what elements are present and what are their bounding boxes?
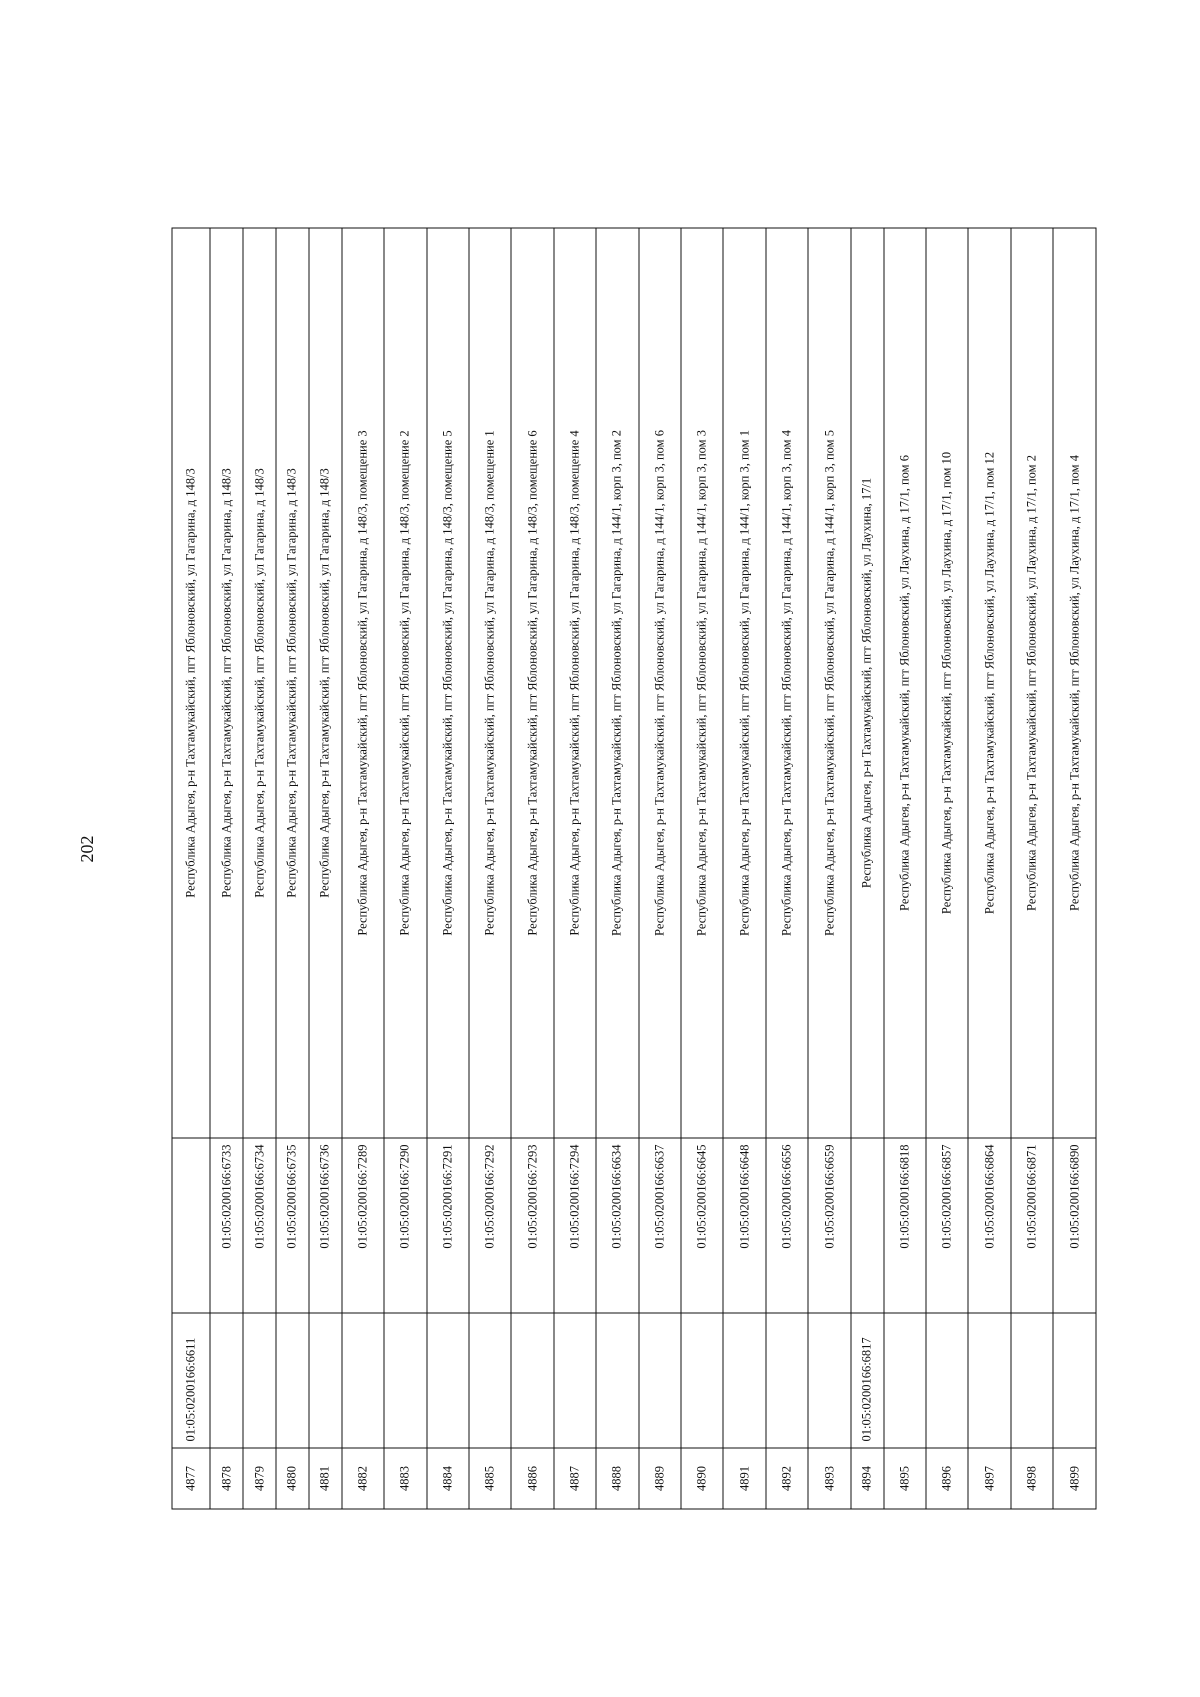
cadastral-number-cell: 01:05:0200166:6736 — [309, 1138, 342, 1313]
address-cell: Республика Адыгея, р-н Тахтамукайский, пгт Яблоновский, ул Гагарина, д 144/1, корп 3, пом 6 — [639, 228, 681, 1138]
address-cell: Республика Адыгея, р-н Тахтамукайский, пгт Яблоновский, ул Лаухина, д 17/1, пом 10 — [926, 228, 968, 1138]
page-number: 202 — [77, 835, 97, 863]
parent-cadastral-number-cell — [427, 1313, 469, 1448]
row-number-cell: 4887 — [554, 1448, 596, 1509]
parent-cadastral-number-cell — [243, 1313, 276, 1448]
address-cell: Республика Адыгея, р-н Тахтамукайский, пгт Яблоновский, ул Гагарина, д 148/3, помещение 4 — [554, 228, 596, 1138]
address-cell: Республика Адыгея, р-н Тахтамукайский, пгт Яблоновский, ул Лаухина, д 17/1, пом 2 — [1011, 228, 1053, 1138]
table-row — [342, 228, 384, 1509]
parent-cadastral-number-cell: 01:05:0200166:6817 — [851, 1313, 884, 1448]
address-cell: Республика Адыгея, р-н Тахтамукайский, пгт Яблоновский, ул Гагарина, д 148/3 — [309, 228, 342, 1138]
address-cell: Республика Адыгея, р-н Тахтамукайский, пгт Яблоновский, ул Лаухина, д 17/1, пом 12 — [968, 228, 1010, 1138]
table-row — [243, 228, 276, 1509]
address-cell: Республика Адыгея, р-н Тахтамукайский, пгт Яблоновский, ул Гагарина, д 148/3 — [276, 228, 309, 1138]
parent-cadastral-number-cell: 01:05:0200166:6611 — [172, 1313, 210, 1448]
address-cell: Республика Адыгея, р-н Тахтамукайский, пгт Яблоновский, ул Лаухина, д 17/1, пом 6 — [884, 228, 926, 1138]
parent-cadastral-number-cell — [384, 1313, 426, 1448]
cadastral-number-cell: 01:05:0200166:7292 — [469, 1138, 511, 1313]
table-row — [511, 228, 553, 1509]
cadastral-number-cell: 01:05:0200166:6637 — [639, 1138, 681, 1313]
table-row — [926, 228, 968, 1509]
registry-table-container — [172, 228, 1097, 1510]
table-row — [309, 228, 342, 1509]
registry-table — [172, 228, 1097, 1510]
parent-cadastral-number-cell — [766, 1313, 808, 1448]
address-cell: Республика Адыгея, р-н Тахтамукайский, пгт Яблоновский, ул Гагарина, д 148/3, помещение 2 — [384, 228, 426, 1138]
parent-cadastral-number-cell — [469, 1313, 511, 1448]
table-row — [427, 228, 469, 1509]
parent-cadastral-number-cell — [926, 1313, 968, 1448]
row-number-cell: 4881 — [309, 1448, 342, 1509]
row-number-cell: 4894 — [851, 1448, 884, 1509]
row-number-cell: 4890 — [681, 1448, 723, 1509]
table-row — [766, 228, 808, 1509]
parent-cadastral-number-cell — [1053, 1313, 1096, 1448]
table-row — [851, 228, 884, 1509]
address-cell: Республика Адыгея, р-н Тахтамукайский, пгт Яблоновский, ул Лаухина, 17/1 — [851, 228, 884, 1138]
table-row — [276, 228, 309, 1509]
cadastral-number-cell: 01:05:0200166:6818 — [884, 1138, 926, 1313]
row-number-cell: 4897 — [968, 1448, 1010, 1509]
address-cell: Республика Адыгея, р-н Тахтамукайский, пгт Яблоновский, ул Гагарина, д 148/3 — [172, 228, 210, 1138]
parent-cadastral-number-cell — [276, 1313, 309, 1448]
table-row — [1053, 228, 1096, 1509]
cadastral-number-cell: 01:05:0200166:6734 — [243, 1138, 276, 1313]
parent-cadastral-number-cell — [884, 1313, 926, 1448]
parent-cadastral-number-cell — [596, 1313, 638, 1448]
row-number-cell: 4895 — [884, 1448, 926, 1509]
address-cell: Республика Адыгея, р-н Тахтамукайский, пгт Яблоновский, ул Гагарина, д 148/3, помещение 6 — [511, 228, 553, 1138]
table-row — [596, 228, 638, 1509]
parent-cadastral-number-cell — [723, 1313, 765, 1448]
row-number-cell: 4878 — [210, 1448, 243, 1509]
parent-cadastral-number-cell — [210, 1313, 243, 1448]
row-number-cell: 4880 — [276, 1448, 309, 1509]
row-number-cell: 4882 — [342, 1448, 384, 1509]
address-cell: Республика Адыгея, р-н Тахтамукайский, пгт Яблоновский, ул Гагарина, д 148/3 — [243, 228, 276, 1138]
row-number-cell: 4884 — [427, 1448, 469, 1509]
row-number-cell: 4883 — [384, 1448, 426, 1509]
cadastral-number-cell: 01:05:0200166:6648 — [723, 1138, 765, 1313]
row-number-cell: 4889 — [639, 1448, 681, 1509]
cadastral-number-cell: 01:05:0200166:6656 — [766, 1138, 808, 1313]
table-row — [968, 228, 1010, 1509]
cadastral-number-cell: 01:05:0200166:7291 — [427, 1138, 469, 1313]
parent-cadastral-number-cell — [639, 1313, 681, 1448]
cadastral-number-cell — [851, 1138, 884, 1313]
cadastral-number-cell: 01:05:0200166:6634 — [596, 1138, 638, 1313]
cadastral-number-cell: 01:05:0200166:7289 — [342, 1138, 384, 1313]
row-number-cell: 4892 — [766, 1448, 808, 1509]
row-number-cell: 4888 — [596, 1448, 638, 1509]
table-row — [210, 228, 243, 1509]
table-row — [639, 228, 681, 1509]
parent-cadastral-number-cell — [1011, 1313, 1053, 1448]
table-row — [808, 228, 850, 1509]
address-cell: Республика Адыгея, р-н Тахтамукайский, пгт Яблоновский, ул Гагарина, д 148/3, помещение 3 — [342, 228, 384, 1138]
address-cell: Республика Адыгея, р-н Тахтамукайский, пгт Яблоновский, ул Гагарина, д 148/3, помещение 1 — [469, 228, 511, 1138]
cadastral-number-cell: 01:05:0200166:7294 — [554, 1138, 596, 1313]
cadastral-number-cell: 01:05:0200166:6871 — [1011, 1138, 1053, 1313]
cadastral-number-cell: 01:05:0200166:6659 — [808, 1138, 850, 1313]
row-number-cell: 4899 — [1053, 1448, 1096, 1509]
row-number-cell: 4896 — [926, 1448, 968, 1509]
parent-cadastral-number-cell — [968, 1313, 1010, 1448]
cadastral-number-cell: 01:05:0200166:6857 — [926, 1138, 968, 1313]
cadastral-number-cell: 01:05:0200166:6733 — [210, 1138, 243, 1313]
table-row — [1011, 228, 1053, 1509]
table-row — [384, 228, 426, 1509]
address-cell: Республика Адыгея, р-н Тахтамукайский, пгт Яблоновский, ул Гагарина, д 144/1, корп 3, пом 2 — [596, 228, 638, 1138]
row-number-cell: 4891 — [723, 1448, 765, 1509]
row-number-cell: 4898 — [1011, 1448, 1053, 1509]
address-cell: Республика Адыгея, р-н Тахтамукайский, пгт Яблоновский, ул Гагарина, д 148/3, помещение 5 — [427, 228, 469, 1138]
parent-cadastral-number-cell — [554, 1313, 596, 1448]
cadastral-number-cell: 01:05:0200166:6864 — [968, 1138, 1010, 1313]
parent-cadastral-number-cell — [511, 1313, 553, 1448]
cadastral-number-cell: 01:05:0200166:7290 — [384, 1138, 426, 1313]
address-cell: Республика Адыгея, р-н Тахтамукайский, пгт Яблоновский, ул Лаухина, д 17/1, пом 4 — [1053, 228, 1096, 1138]
cadastral-number-cell: 01:05:0200166:6645 — [681, 1138, 723, 1313]
table-row — [723, 228, 765, 1509]
row-number-cell: 4886 — [511, 1448, 553, 1509]
table-row — [469, 228, 511, 1509]
cadastral-number-cell: 01:05:0200166:7293 — [511, 1138, 553, 1313]
row-number-cell: 4893 — [808, 1448, 850, 1509]
address-cell: Республика Адыгея, р-н Тахтамукайский, пгт Яблоновский, ул Гагарина, д 144/1, корп 3, пом 5 — [808, 228, 850, 1138]
table-row — [172, 228, 210, 1509]
row-number-cell: 4877 — [172, 1448, 210, 1509]
row-number-cell: 4885 — [469, 1448, 511, 1509]
parent-cadastral-number-cell — [309, 1313, 342, 1448]
address-cell: Республика Адыгея, р-н Тахтамукайский, пгт Яблоновский, ул Гагарина, д 144/1, корп 3, пом 3 — [681, 228, 723, 1138]
parent-cadastral-number-cell — [342, 1313, 384, 1448]
parent-cadastral-number-cell — [681, 1313, 723, 1448]
table-row — [884, 228, 926, 1509]
address-cell: Республика Адыгея, р-н Тахтамукайский, пгт Яблоновский, ул Гагарина, д 148/3 — [210, 228, 243, 1138]
table-row — [681, 228, 723, 1509]
cadastral-number-cell — [172, 1138, 210, 1313]
cadastral-number-cell: 01:05:0200166:6735 — [276, 1138, 309, 1313]
address-cell: Республика Адыгея, р-н Тахтамукайский, пгт Яблоновский, ул Гагарина, д 144/1, корп 3, пом 4 — [766, 228, 808, 1138]
parent-cadastral-number-cell — [808, 1313, 850, 1448]
address-cell: Республика Адыгея, р-н Тахтамукайский, пгт Яблоновский, ул Гагарина, д 144/1, корп 3, пом 1 — [723, 228, 765, 1138]
table-row — [554, 228, 596, 1509]
row-number-cell: 4879 — [243, 1448, 276, 1509]
cadastral-number-cell: 01:05:0200166:6890 — [1053, 1138, 1096, 1313]
